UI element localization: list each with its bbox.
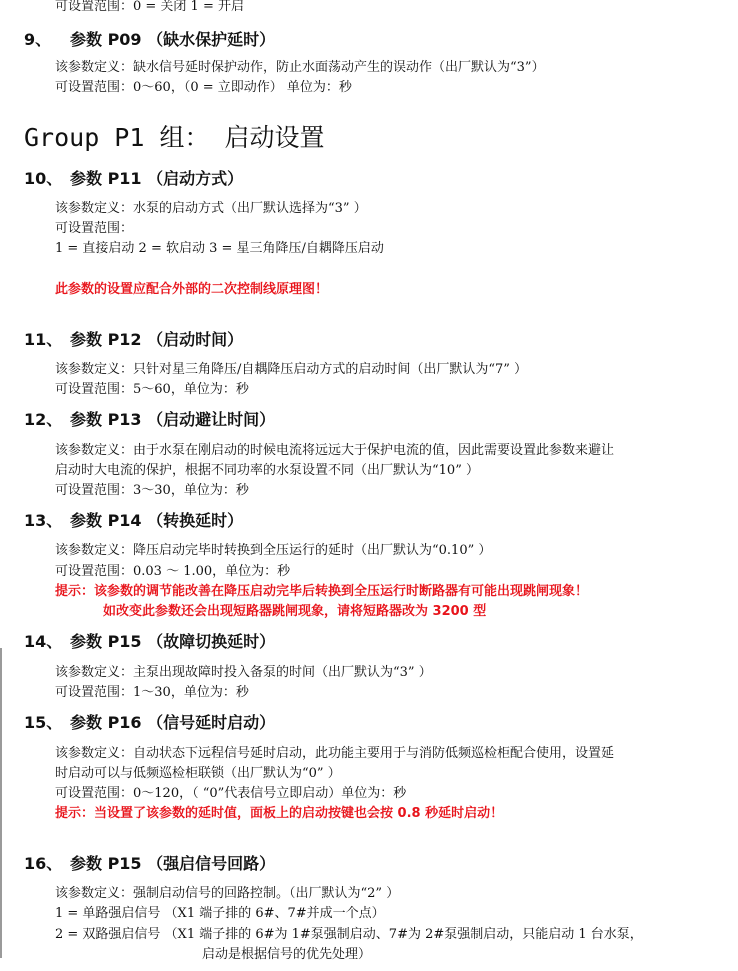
heading-title: 参数 P15 （故障切换延时）	[70, 632, 276, 651]
p14-warning-cont: 如改变此参数还会出现短路器跳闸现象，请将短路器改为 3200 型	[103, 604, 487, 619]
heading-number: 10、	[24, 169, 63, 188]
p12-definition: 该参数定义：只针对星三角降压/自耦降压启动方式的启动时间（出厂默认为“7” ）	[55, 362, 528, 377]
heading-p15	[24, 631, 275, 653]
p11-definition: 该参数定义：水泵的启动方式（出厂默认选择为“3” ）	[55, 201, 367, 216]
heading-p09	[24, 29, 275, 51]
p09-definition: 该参数定义：缺水信号延时保护动作，防止水面荡动产生的误动作（出厂默认为“3”）	[55, 60, 545, 75]
heading-p14	[24, 510, 243, 532]
page-margin-rule	[0, 648, 2, 958]
heading-number: 12、	[24, 410, 63, 429]
p15-range: 可设置范围：1～30，单位为：秒	[55, 685, 249, 700]
p11-options: 1 = 直接启动 2 = 软启动 3 = 星三角降压/自耦降压启动	[55, 241, 384, 256]
p14-range: 可设置范围：0.03 ～ 1.00，单位为：秒	[55, 564, 291, 579]
heading-number: 9、	[24, 30, 52, 49]
p16-definition-cont: 时启动可以与低频巡检柜联锁（出厂默认为“0” ）	[55, 766, 341, 781]
p15-definition: 该参数定义：主泵出现故障时投入备泵的时间（出厂默认为“3” ）	[55, 665, 432, 680]
p16-warning: 提示：当设置了该参数的延时值，面板上的启动按键也会按 0.8 秒延时启动！	[55, 806, 504, 821]
heading-title: 参数 P12 （启动时间）	[70, 330, 244, 349]
p13-definition-cont: 启动时大电流的保护，根据不同功率的水泵设置不同（出厂默认为“10” ）	[55, 463, 479, 478]
p12-range: 可设置范围：5～60，单位为：秒	[55, 382, 249, 397]
heading-title: 参数 P14 （转换延时）	[70, 511, 244, 530]
heading-p13	[24, 409, 275, 431]
group-title: Group P1 组： 启动设置	[24, 123, 325, 152]
p13-range: 可设置范围：3～30，单位为：秒	[55, 483, 249, 498]
p11-range-label: 可设置范围：	[55, 221, 134, 236]
heading-number: 11、	[24, 330, 63, 349]
heading-p12	[24, 329, 243, 351]
p14-warning: 提示：该参数的调节能改善在降压启动完毕后转换到全压运行时断路器有可能出现跳闸现象！	[55, 584, 589, 599]
heading-title: 参数 P13 （启动避让时间）	[70, 410, 276, 429]
heading-title: 参数 P09 （缺水保护延时）	[70, 30, 276, 49]
p15b-option-2: 2 = 双路强启信号 （X1 端子排的 6#为 1#泵强制启动、7#为 2#泵强制启动，只能启动 1 台水泵，	[55, 927, 643, 942]
heading-title: 参数 P15 （强启信号回路）	[70, 854, 276, 873]
p11-warning: 此参数的设置应配合外部的二次控制线原理图！	[55, 282, 329, 297]
p15b-option-2-cont: 启动是根据信号的优先处理）	[202, 947, 372, 962]
p16-definition: 该参数定义：自动状态下远程信号延时启动，此功能主要用于与消防低频巡检柜配合使用，设置延	[55, 746, 615, 761]
heading-title: 参数 P11 （启动方式）	[70, 169, 244, 188]
heading-number: 15、	[24, 713, 63, 732]
heading-p16	[24, 712, 275, 734]
heading-p15-forced	[24, 853, 275, 875]
p16-range: 可设置范围：0～120，（ “0”代表信号立即启动）单位为：秒	[55, 786, 407, 801]
p08-range-text: 可设置范围：0 = 关闭 1 = 开启	[55, 0, 244, 14]
heading-number: 14、	[24, 632, 63, 651]
p15b-definition: 该参数定义：强制启动信号的回路控制。（出厂默认为“2” ）	[55, 886, 400, 901]
heading-number: 13、	[24, 511, 63, 530]
p13-definition: 该参数定义：由于水泵在刚启动的时候电流将远远大于保护电流的值，因此需要设置此参数来避让	[55, 443, 615, 458]
p15b-option-1: 1 = 单路强启信号 （X1 端子排的 6#、7#并成一个点）	[55, 906, 385, 921]
heading-number: 16、	[24, 854, 63, 873]
p14-definition: 该参数定义：降压启动完毕时转换到全压运行的延时（出厂默认为“0.10” ）	[55, 543, 492, 558]
heading-title: 参数 P16 （信号延时启动）	[70, 713, 276, 732]
p09-range: 可设置范围：0～60，（0 = 立即动作） 单位为：秒	[55, 80, 352, 95]
heading-p11	[24, 168, 243, 190]
